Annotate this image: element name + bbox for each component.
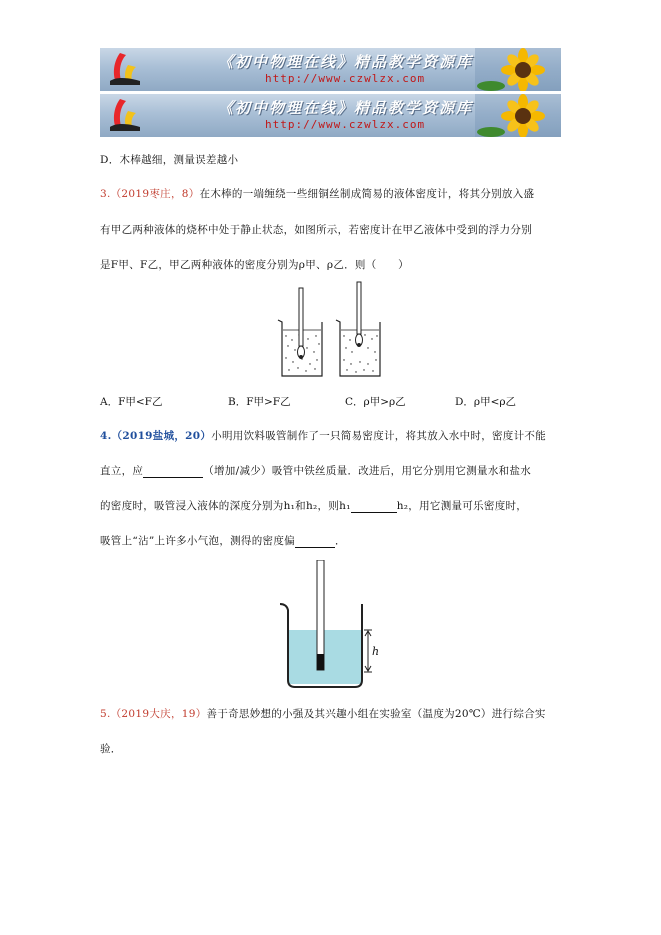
banner-title: 《初中物理在线》精品教学资源库 [218,53,474,71]
q5-line1 [100,706,546,721]
sunflower-icon [475,94,561,137]
q4-text1: 小明用饮料吸管制作了一只简易密度计，将其放入水中时，密度计不能 [211,430,547,442]
q4-blank-1[interactable] [143,466,203,478]
straw [317,560,324,670]
q3-line1 [100,186,534,201]
beaker-left [278,288,322,376]
q3-line3: 是F甲、F乙，甲乙两种液体的密度分别为ρ甲、ρ乙．则（ ） [100,259,409,271]
q5-text1: 善于奇思妙想的小强及其兴趣小组在实验室（温度为20℃）进行综合实 [206,708,546,720]
water-fill [289,630,361,684]
q4-text2b: （增加/减少）吸管中铁丝质量．改进后，用它分别用它测量水和盐水 [203,465,532,477]
q3-option-b[interactable]: B．F甲>F乙 [228,396,291,408]
banner-url[interactable]: http://www.czwlzx.com [265,72,426,85]
q5-source: 5.（2019大庆，19） [100,708,207,720]
banner-url[interactable]: http://www.czwlzx.com [265,118,426,131]
q3-line2: 有甲乙两种液体的烧杯中处于静止状态，如图所示，若密度计在甲乙液体中受到的浮力分别 [100,224,532,236]
depth-label: h [372,645,380,658]
q4-source: 4.（2019盐城，20） [100,430,212,442]
q4-text3a: 的密度时，吸管浸入液体的深度分别为h₁和h₂，则h₁ [100,500,351,512]
q4-line1 [100,428,546,443]
q4-line4 [100,533,346,548]
q3-option-a[interactable]: A．F甲<F乙 [100,396,163,408]
sunflower-icon [475,48,561,91]
q4-blank-3[interactable] [295,536,335,548]
q3-option-c[interactable]: C．ρ甲>ρ乙 [345,396,406,408]
site-logo-icon [106,51,142,87]
site-logo-icon [106,97,142,133]
q4-line2 [100,463,531,478]
banner-title: 《初中物理在线》精品教学资源库 [218,99,474,117]
q3-text1: 在木棒的一端缠绕一些细铜丝制成简易的液体密度计，将其分别放入盛 [199,188,535,200]
q3-hydrometer-figure [272,280,392,380]
header-banner [100,48,561,91]
q4-text2a: 直立，应 [100,465,144,477]
q4-text3b: h₂，用它测量可乐密度时， [396,500,528,512]
q4-straw-figure [270,560,390,692]
q3-option-d[interactable]: D．ρ甲<ρ乙 [455,396,517,408]
q4-text4a: 吸管上“沾”上许多小气泡，测得的密度偏 [100,535,295,547]
q2-option-d: D．木棒越细，测量误差越小 [100,154,239,166]
iron-wire [317,654,324,670]
q4-text4b: ． [334,535,346,547]
q5-line2: 验． [100,743,122,755]
q3-source: 3.（2019枣庄，8） [100,188,200,200]
header-banner-repeat [100,94,561,137]
q4-line3 [100,498,527,513]
q4-blank-2[interactable] [351,501,397,513]
beaker-right [336,282,380,376]
